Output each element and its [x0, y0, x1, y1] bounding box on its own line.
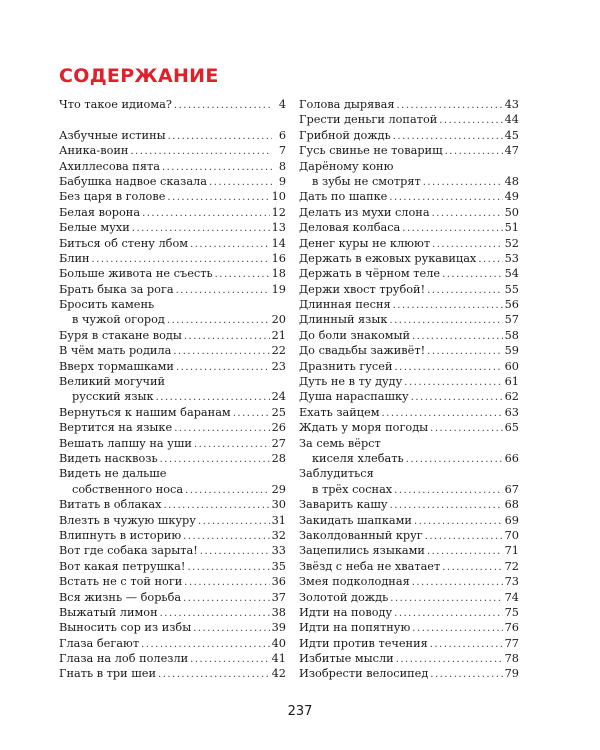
toc-leader-dots	[158, 667, 270, 682]
toc-entry	[299, 497, 519, 512]
toc-entry-title: в чужой огород	[72, 313, 165, 327]
toc-entry	[299, 513, 519, 528]
toc-entry	[59, 189, 286, 204]
toc-entry-page: 78	[504, 652, 519, 666]
toc-leader-dots	[141, 637, 270, 652]
toc-entry	[299, 297, 519, 312]
toc-entry-page: 57	[504, 313, 519, 327]
toc-entry-title: Длинная песня	[299, 298, 391, 312]
toc-entry-title: в зубы не смотрят	[312, 174, 421, 188]
toc-entry-page: 65	[504, 421, 519, 435]
toc-entry	[59, 605, 286, 620]
toc-entry-title: Буря в стакане воды	[59, 328, 182, 342]
toc-leader-dots	[427, 544, 503, 559]
toc-entry	[59, 528, 286, 543]
toc-entry	[299, 466, 519, 481]
toc-entry-page: 8	[278, 159, 286, 173]
toc-entry-title: Блин	[59, 251, 90, 265]
toc-leader-dots	[389, 190, 502, 205]
toc-entry-title: Глаза на лоб полезли	[59, 652, 189, 666]
toc-entry-page: 13	[271, 221, 286, 235]
toc-entry	[59, 466, 286, 481]
toc-entry-page: 79	[504, 667, 519, 681]
toc-entry-title: Дразнить гусей	[299, 359, 393, 373]
toc-entry	[59, 159, 286, 174]
toc-entry-page: 62	[504, 390, 519, 404]
toc-leader-dots	[412, 621, 502, 636]
toc-entry-title: Бабушка надвое сказала	[59, 174, 207, 188]
toc-entry-title: Заблудиться	[299, 467, 374, 481]
toc-entry-title: Закидать шапками	[299, 513, 412, 527]
toc-entry	[299, 359, 519, 374]
toc-entry	[299, 436, 519, 451]
toc-entry-page: 19	[271, 282, 286, 296]
toc-leader-dots	[174, 98, 272, 113]
toc-leader-dots	[393, 298, 503, 313]
toc-leader-dots	[92, 252, 270, 267]
toc-entry-title: Голова дырявая	[299, 98, 395, 111]
toc-entry	[59, 236, 286, 251]
toc-entry-title: Вешать лапшу на уши	[59, 436, 192, 450]
toc-entry	[299, 97, 519, 112]
toc-leader-dots	[185, 483, 270, 498]
toc-entry-page: 26	[271, 421, 286, 435]
toc-entry-title: До свадьбы заживёт!	[299, 344, 426, 358]
toc-entry	[299, 343, 519, 358]
toc-entry-page: 70	[504, 528, 519, 542]
toc-entry	[299, 189, 519, 204]
toc-entry	[59, 343, 286, 358]
toc-entry-title: киселя хлебать	[312, 451, 404, 465]
toc-entry-title: Бросить камень	[59, 298, 155, 312]
toc-leader-dots	[184, 575, 269, 590]
toc-entry	[59, 651, 286, 666]
toc-entry	[59, 143, 286, 158]
toc-entry	[299, 605, 519, 620]
toc-leader-dots	[187, 560, 269, 575]
toc-entry	[59, 297, 286, 312]
toc-leader-dots	[160, 452, 270, 467]
toc-leader-dots	[393, 129, 503, 144]
toc-entry	[299, 590, 519, 605]
toc-leader-dots	[430, 421, 502, 436]
toc-leader-dots	[215, 267, 270, 282]
toc-entry-page: 47	[504, 144, 519, 158]
toc-entry	[299, 374, 519, 389]
toc-leader-dots	[176, 360, 270, 375]
toc-entry-title: В чём мать родила	[59, 344, 172, 358]
toc-entry	[59, 559, 286, 574]
toc-entry-title: Идти на попятную	[299, 621, 411, 635]
toc-leader-dots	[414, 514, 503, 529]
toc-entry-page: 14	[271, 236, 286, 250]
toc-entry-title: Аника-воин	[59, 144, 129, 158]
toc-entry-page: 35	[271, 559, 286, 573]
toc-leader-dots	[423, 175, 503, 190]
toc-entry	[299, 559, 519, 574]
toc-entry	[299, 266, 519, 281]
toc-leader-dots	[162, 160, 272, 175]
toc-entry	[299, 112, 519, 127]
toc-entry	[299, 528, 519, 543]
toc-entry-page: 7	[278, 144, 286, 158]
toc-entry-title: Заколдованный круг	[299, 528, 423, 542]
toc-entry-title: Что такое идиома?	[59, 98, 172, 111]
toc-entry-page: 68	[504, 498, 519, 512]
toc-entry-title: Вертится на языке	[59, 421, 173, 435]
toc-entry-page: 63	[504, 405, 519, 419]
toc-leader-dots	[396, 98, 502, 113]
toc-entry	[59, 636, 286, 651]
toc-entry-title: Дуть не в ту дуду	[299, 375, 403, 389]
toc-entry-title: собственного носа	[72, 482, 184, 496]
toc-leader-dots	[394, 483, 502, 498]
toc-entry	[59, 513, 286, 528]
toc-leader-dots	[382, 406, 503, 421]
toc-entry	[59, 482, 286, 497]
toc-entry-page: 45	[504, 128, 519, 142]
toc-entry-page: 44	[504, 113, 519, 127]
toc-entry-page: 16	[271, 251, 286, 265]
toc-entry	[299, 620, 519, 635]
toc-leader-dots	[442, 560, 502, 575]
toc-entry-page: 50	[504, 205, 519, 219]
toc-leader-dots	[194, 437, 270, 452]
toc-entry-title: Белая ворона	[59, 205, 141, 219]
toc-leader-dots	[394, 606, 502, 621]
toc-entry	[59, 405, 286, 420]
toc-leader-dots	[142, 206, 270, 221]
toc-entry	[299, 282, 519, 297]
toc-entry-title: Влезть в чужую шкуру	[59, 513, 196, 527]
toc-entry	[59, 328, 286, 343]
toc-entry-page: 66	[504, 451, 519, 465]
toc-entry	[299, 666, 519, 681]
toc-leader-dots	[173, 344, 269, 359]
toc-entry	[299, 236, 519, 251]
toc-entry	[299, 128, 519, 143]
toc-entry-title: Идти против течения	[299, 636, 428, 650]
toc-leader-dots	[200, 544, 270, 559]
toc-entry-page: 6	[278, 128, 286, 142]
toc-entry-title: Гусь свинье не товарищ	[299, 144, 443, 158]
toc-entry-title: Встать не с той ноги	[59, 575, 183, 589]
toc-entry-title: Золотой дождь	[299, 590, 389, 604]
toc-entry	[299, 482, 519, 497]
toc-leader-dots	[168, 129, 272, 144]
toc-leader-dots	[389, 313, 502, 328]
toc-entry	[59, 590, 286, 605]
toc-entry-page: 18	[271, 267, 286, 281]
toc-entry-title: Звёзд с неба не хватает	[299, 559, 441, 573]
toc-entry-title: Заварить кашу	[299, 498, 388, 512]
toc-entry-title: Вверх тормашками	[59, 359, 174, 373]
toc-entry-title: Зацепились языками	[299, 544, 425, 558]
toc-leader-dots	[184, 329, 270, 344]
toc-entry	[299, 636, 519, 651]
toc-entry-title: Вот какая петрушка!	[59, 559, 186, 573]
toc-entry-title: Дарёному коню	[299, 159, 394, 173]
toc-entry-title: Витать в облаках	[59, 498, 162, 512]
toc-entry-page: 12	[271, 205, 286, 219]
toc-leader-dots	[430, 667, 502, 682]
toc-entry	[299, 405, 519, 420]
toc-entry-page: 27	[271, 436, 286, 450]
toc-entry-page: 55	[504, 282, 519, 296]
toc-entry-page: 23	[271, 359, 286, 373]
toc-entry-title: Держи хвост трубой!	[299, 282, 426, 296]
toc-entry-page: 72	[504, 559, 519, 573]
toc-leader-dots	[442, 267, 503, 282]
toc-entry-title: Азбучные истины	[59, 128, 166, 142]
toc-entry-page: 4	[278, 98, 286, 111]
toc-entry-page: 53	[504, 251, 519, 265]
toc-leader-dots	[445, 144, 503, 159]
toc-leader-dots	[190, 652, 269, 667]
toc-entry	[59, 205, 286, 220]
toc-entry-title: Идти на поводу	[299, 605, 393, 619]
toc-entry-title: Выжатый лимон	[59, 605, 158, 619]
toc-entry-page: 52	[504, 236, 519, 250]
toc-entry-page: 74	[504, 590, 519, 604]
toc-entry	[299, 251, 519, 266]
toc-entry-title: Делать из мухи слона	[299, 205, 430, 219]
toc-leader-dots	[439, 113, 502, 128]
toc-leader-dots	[390, 498, 503, 513]
toc-entry-page: 30	[271, 498, 286, 512]
toc-leader-dots	[478, 252, 502, 267]
toc-entry-title: Без царя в голове	[59, 190, 166, 204]
toc-spacer	[59, 112, 286, 127]
toc-leader-dots	[425, 529, 503, 544]
toc-entry-page: 59	[504, 344, 519, 358]
toc-entry-title: Деловая колбаса	[299, 221, 401, 235]
toc-entry-title: в трёх соснах	[312, 482, 393, 496]
toc-entry-title: До боли знакомый	[299, 328, 411, 342]
toc-entry-page: 36	[271, 575, 286, 589]
toc-entry	[59, 543, 286, 558]
toc-entry-page: 28	[271, 451, 286, 465]
toc-entry-title: Держать в ежовых рукавицах	[299, 251, 477, 265]
toc-entry-page: 71	[504, 544, 519, 558]
toc-column-left	[59, 97, 286, 682]
toc-leader-dots	[176, 283, 270, 298]
toc-entry	[59, 128, 286, 143]
toc-leader-dots	[404, 375, 502, 390]
toc-entry-page: 40	[271, 636, 286, 650]
toc-entry-page: 24	[271, 390, 286, 404]
toc-leader-dots	[406, 452, 503, 467]
toc-entry-page: 67	[504, 482, 519, 496]
toc-entry-title: Влипнуть в историю	[59, 528, 182, 542]
toc-entry-title: Вернуться к нашим баранам	[59, 405, 231, 419]
toc-entry	[299, 451, 519, 466]
toc-entry-page: 39	[271, 621, 286, 635]
toc-entry-title: Змея подколодная	[299, 575, 410, 589]
toc-leader-dots	[432, 206, 503, 221]
toc-entry	[299, 543, 519, 558]
toc-entry-page: 20	[271, 313, 286, 327]
toc-leader-dots	[427, 283, 503, 298]
toc-entry	[59, 359, 286, 374]
toc-leader-dots	[430, 637, 503, 652]
toc-entry-title: Вся жизнь — борьба	[59, 590, 182, 604]
toc-entry-title: Избитые мысли	[299, 652, 394, 666]
toc-entry	[299, 389, 519, 404]
toc-entry-page: 56	[504, 298, 519, 312]
toc-entry-title: Больше живота не съесть	[59, 267, 213, 281]
toc-entry	[299, 328, 519, 343]
toc-leader-dots	[190, 237, 270, 252]
toc-entry-title: Глаза бегают	[59, 636, 140, 650]
toc-entry	[59, 389, 286, 404]
toc-entry-page: 54	[504, 267, 519, 281]
toc-entry-title: Грести деньги лопатой	[299, 113, 438, 127]
toc-entry	[299, 420, 519, 435]
toc-leader-dots	[233, 406, 270, 421]
toc-leader-dots	[130, 144, 272, 159]
toc-entry-page: 42	[271, 667, 286, 681]
toc-leader-dots	[167, 190, 269, 205]
toc-entry-page: 29	[271, 482, 286, 496]
toc-leader-dots	[183, 591, 270, 606]
toc-entry-page: 37	[271, 590, 286, 604]
toc-leader-dots	[160, 606, 270, 621]
toc-entry	[59, 620, 286, 635]
toc-entry	[59, 220, 286, 235]
toc-entry	[59, 497, 286, 512]
toc-entry-page: 43	[504, 98, 519, 111]
toc-entry-title: Гнать в три шеи	[59, 667, 157, 681]
toc-entry-page: 51	[504, 221, 519, 235]
toc-entry	[59, 420, 286, 435]
toc-entry-title: Душа нараспашку	[299, 390, 409, 404]
toc-leader-dots	[411, 390, 503, 405]
toc-entry-title: Держать в чёрном теле	[299, 267, 441, 281]
page-number: 237	[287, 704, 313, 719]
toc-entry	[59, 312, 286, 327]
toc-leader-dots	[156, 390, 270, 405]
toc-leader-dots	[174, 421, 269, 436]
toc-leader-dots	[198, 514, 270, 529]
toc-leader-dots	[412, 329, 503, 344]
toc-leader-dots	[167, 313, 270, 328]
toc-entry-page: 69	[504, 513, 519, 527]
toc-entry-page: 22	[271, 344, 286, 358]
toc-entry	[299, 174, 519, 189]
toc-entry-page: 9	[278, 174, 286, 188]
toc-leader-dots	[183, 529, 269, 544]
toc-leader-dots	[432, 237, 503, 252]
toc-entry-page: 31	[271, 513, 286, 527]
toc-leader-dots	[402, 221, 502, 236]
toc-entry-page: 32	[271, 528, 286, 542]
contents-title: СОДЕРЖАНИЕ	[59, 65, 219, 87]
toc-entry-title: Дать по шапке	[299, 190, 388, 204]
toc-leader-dots	[394, 360, 502, 375]
toc-leader-dots	[209, 175, 272, 190]
toc-entry	[59, 282, 286, 297]
toc-leader-dots	[193, 621, 269, 636]
toc-entry-title: Вот где собака зарыта!	[59, 544, 198, 558]
toc-entry	[299, 312, 519, 327]
toc-entry-title: Биться об стену лбом	[59, 236, 189, 250]
toc-entry-page: 33	[271, 544, 286, 558]
toc-entry-title: Великий могучий	[59, 375, 166, 389]
toc-entry-page: 73	[504, 575, 519, 589]
toc-entry	[59, 374, 286, 389]
toc-entry	[299, 143, 519, 158]
toc-entry	[299, 220, 519, 235]
toc-leader-dots	[412, 575, 503, 590]
toc-entry-page: 60	[504, 359, 519, 373]
toc-entry-title: Денег куры не клюют	[299, 236, 431, 250]
toc-entry-page: 61	[504, 375, 519, 389]
toc-entry	[299, 651, 519, 666]
toc-entry	[59, 266, 286, 281]
toc-entry	[59, 666, 286, 681]
toc-entry-page: 10	[271, 190, 286, 204]
toc-leader-dots	[163, 498, 269, 513]
toc-entry-page: 77	[504, 636, 519, 650]
toc-entry	[59, 436, 286, 451]
toc-entry-title: Изобрести велосипед	[299, 667, 429, 681]
toc-entry	[299, 159, 519, 174]
toc-entry-page: 75	[504, 605, 519, 619]
toc-entry-page: 38	[271, 605, 286, 619]
toc-entry-title: Длинный язык	[299, 313, 388, 327]
toc-entry	[59, 174, 286, 189]
toc-entry	[299, 205, 519, 220]
toc-leader-dots	[390, 591, 502, 606]
toc-entry	[299, 574, 519, 589]
toc-entry-title: Брать быка за рога	[59, 282, 174, 296]
toc-column-right	[299, 97, 519, 682]
toc-entry-page: 49	[504, 190, 519, 204]
toc-entry-page: 21	[271, 328, 286, 342]
toc-entry-page: 48	[504, 174, 519, 188]
toc-entry	[59, 97, 286, 112]
toc-leader-dots	[427, 344, 502, 359]
toc-entry-page: 58	[504, 328, 519, 342]
toc-entry-title: За семь вёрст	[299, 436, 381, 450]
toc-entry-title: Ждать у моря погоды	[299, 421, 429, 435]
toc-entry-page: 25	[271, 405, 286, 419]
toc-entry-title: Выносить сор из избы	[59, 621, 192, 635]
toc-leader-dots	[396, 652, 503, 667]
toc-entry-title: Ахиллесова пята	[59, 159, 160, 173]
toc-entry-title: Грибной дождь	[299, 128, 391, 142]
toc-entry-page: 76	[504, 621, 519, 635]
toc-entry-page: 41	[271, 652, 286, 666]
toc-entry	[59, 451, 286, 466]
toc-entry-title: Ехать зайцем	[299, 405, 380, 419]
toc-entry-title: Белые мухи	[59, 221, 130, 235]
toc-entry-title: русский язык	[72, 390, 154, 404]
toc-leader-dots	[132, 221, 270, 236]
toc-entry-title: Видеть не дальше	[59, 467, 167, 481]
toc-entry	[59, 574, 286, 589]
toc-entry	[59, 251, 286, 266]
toc-entry-title: Видеть насквозь	[59, 451, 158, 465]
